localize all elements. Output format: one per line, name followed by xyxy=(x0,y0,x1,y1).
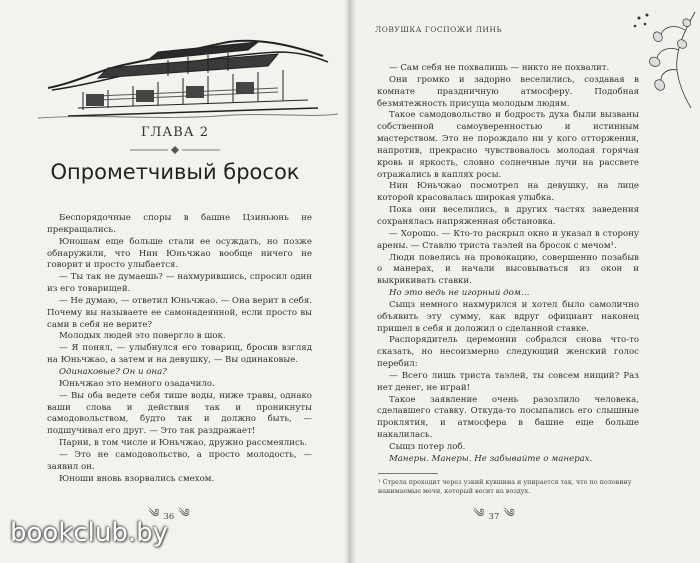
paragraph: — Ты так не думаешь? — нахмурившись, спросил один из его товарищей. xyxy=(47,272,312,295)
right-page xyxy=(350,0,700,563)
paragraph: Парни, в том числе и Юньчжао, дружно рассмеялись. xyxy=(59,438,308,449)
paragraph: Манеры. Манеры. Не забывайте о манерах. xyxy=(389,453,593,464)
chapter-number: ГЛАВА 2 xyxy=(140,125,210,140)
paragraph: Одинаковые? Он и она? xyxy=(59,366,167,377)
paragraph: Юньчжао это немного озадачило. xyxy=(59,378,215,389)
book-gutter xyxy=(344,0,356,563)
footnote: ¹ Стрела проходит через узкий кувшина и упирается так, что по половину нанимаемые мечи, который весит на воздух. xyxy=(378,478,632,495)
watermark: bookclub.by xyxy=(10,518,169,548)
chapter-title: Опрометчивый бросок xyxy=(50,160,300,184)
paragraph: — Я понял, — улыбнулся его товарищ, бросив взгляд на Юньчжао, а затем и на девушку, — Вы одинаковые. xyxy=(47,343,312,366)
paragraph: Они громко и задорно веселились, создавая в комнате праздничную атмосферу. Подобная безмятежность присуща молодым людям. xyxy=(377,74,639,109)
paragraph: Беспорядочные споры в башне Цзиньюнь не прекращались. xyxy=(47,213,312,235)
pagoda-illustration xyxy=(38,30,338,124)
paragraph: Пока они веселились, в других частях заведения сохранялась напряженная обстановка. xyxy=(377,205,639,227)
right-folio xyxy=(473,500,515,534)
paragraph: — Это не самодовольство, а просто молодость, — заявил он. xyxy=(47,449,312,472)
paragraph: — Хорошо. — Кто-то раскрыл окно и указал в сторону арены. — Ставлю триста таэлей на бросок с мечом¹. xyxy=(377,228,639,251)
swirl-ornament-icon: ༄ xyxy=(178,506,190,520)
paragraph: — Всего лишь триста таэлей, ты совсем нищий? Раз нет денег, не играй! xyxy=(377,370,639,393)
paragraph: Такое самодовольство и бодрость духа были вызваны собственной самоуверенностью и истинным мастерством. Это не порождало ни у кого отторжения, напротив, прекрасно чувствовалось молодая горячая кровь и яркость, словно солнечные лучи на рассвете отражались в каплях росы. xyxy=(377,110,639,180)
paragraph: — Не думаю, — ответил Юньчжао. — Она верит в себя. Почему вы называете ее самонадеянной, если просто вы сами в себя не верите? xyxy=(47,295,312,330)
footnote-rule xyxy=(378,473,438,474)
paragraph: Распорядитель церемонии собрался снова что-то сказать, но несоизмерно следующий женский голос перебил: xyxy=(377,335,639,370)
paragraph: Юношам еще больше стали ее осуждать, но позже обнаружили, что Нин Юньчжао вообще ничего не говорит и просто улыбается. xyxy=(47,236,312,271)
swirl-ornament-icon: ༄ xyxy=(473,506,485,520)
paragraph: Но это ведь не игорный дом… xyxy=(389,288,530,299)
paragraph: Сыщз потер лоб. xyxy=(389,442,466,452)
paragraph: Такое заявление очень разозлило человека, сделавшего ставку. Откуда-то посыпались его слышные проклятия, и атмосфера в башне еще больше накалилась. xyxy=(377,394,639,441)
paragraph: Молодых людей это повергло в шок. xyxy=(59,331,226,342)
paragraph: Сыщз немного нахмурился и хотел было самолично объявить эту сумму, как вдруг официант наконец пришел в себя и доложил о сделанной ставке. xyxy=(377,299,639,334)
paragraph: — Сам себя не похвалишь — никто не похвалит. xyxy=(389,63,610,73)
paragraph: Нин Юньчжао посмотрел на девушку, на лице которой красовалась широкая улыбка. xyxy=(377,181,639,204)
swirl-ornament-icon: ༄ xyxy=(503,506,515,520)
paragraph: Юноши вновь взорвались смехом. xyxy=(59,473,215,484)
paragraph: Люди повелись на провокацию, совершенно позабыв о манерах, и начали высовываться из окон и выкрикивать ставки. xyxy=(377,252,639,287)
ornament-divider xyxy=(130,145,220,155)
page-number: 37 xyxy=(488,512,500,522)
page-number: 36 xyxy=(163,512,175,522)
right-body-text xyxy=(377,63,639,466)
swirl-ornament-icon: ༄ xyxy=(148,506,160,520)
paragraph: — Вы оба ведете себя тише воды, ниже травы, однако ваши слова и действия так и проникнуты самодовольством, будто так и должно быть, — подшучивал его друг. — Это так раздражает! xyxy=(47,390,312,437)
left-body-text xyxy=(47,213,312,485)
running-head: ЛОВУШКА ГОСПОЖИ ЛИНЬ xyxy=(375,25,503,34)
